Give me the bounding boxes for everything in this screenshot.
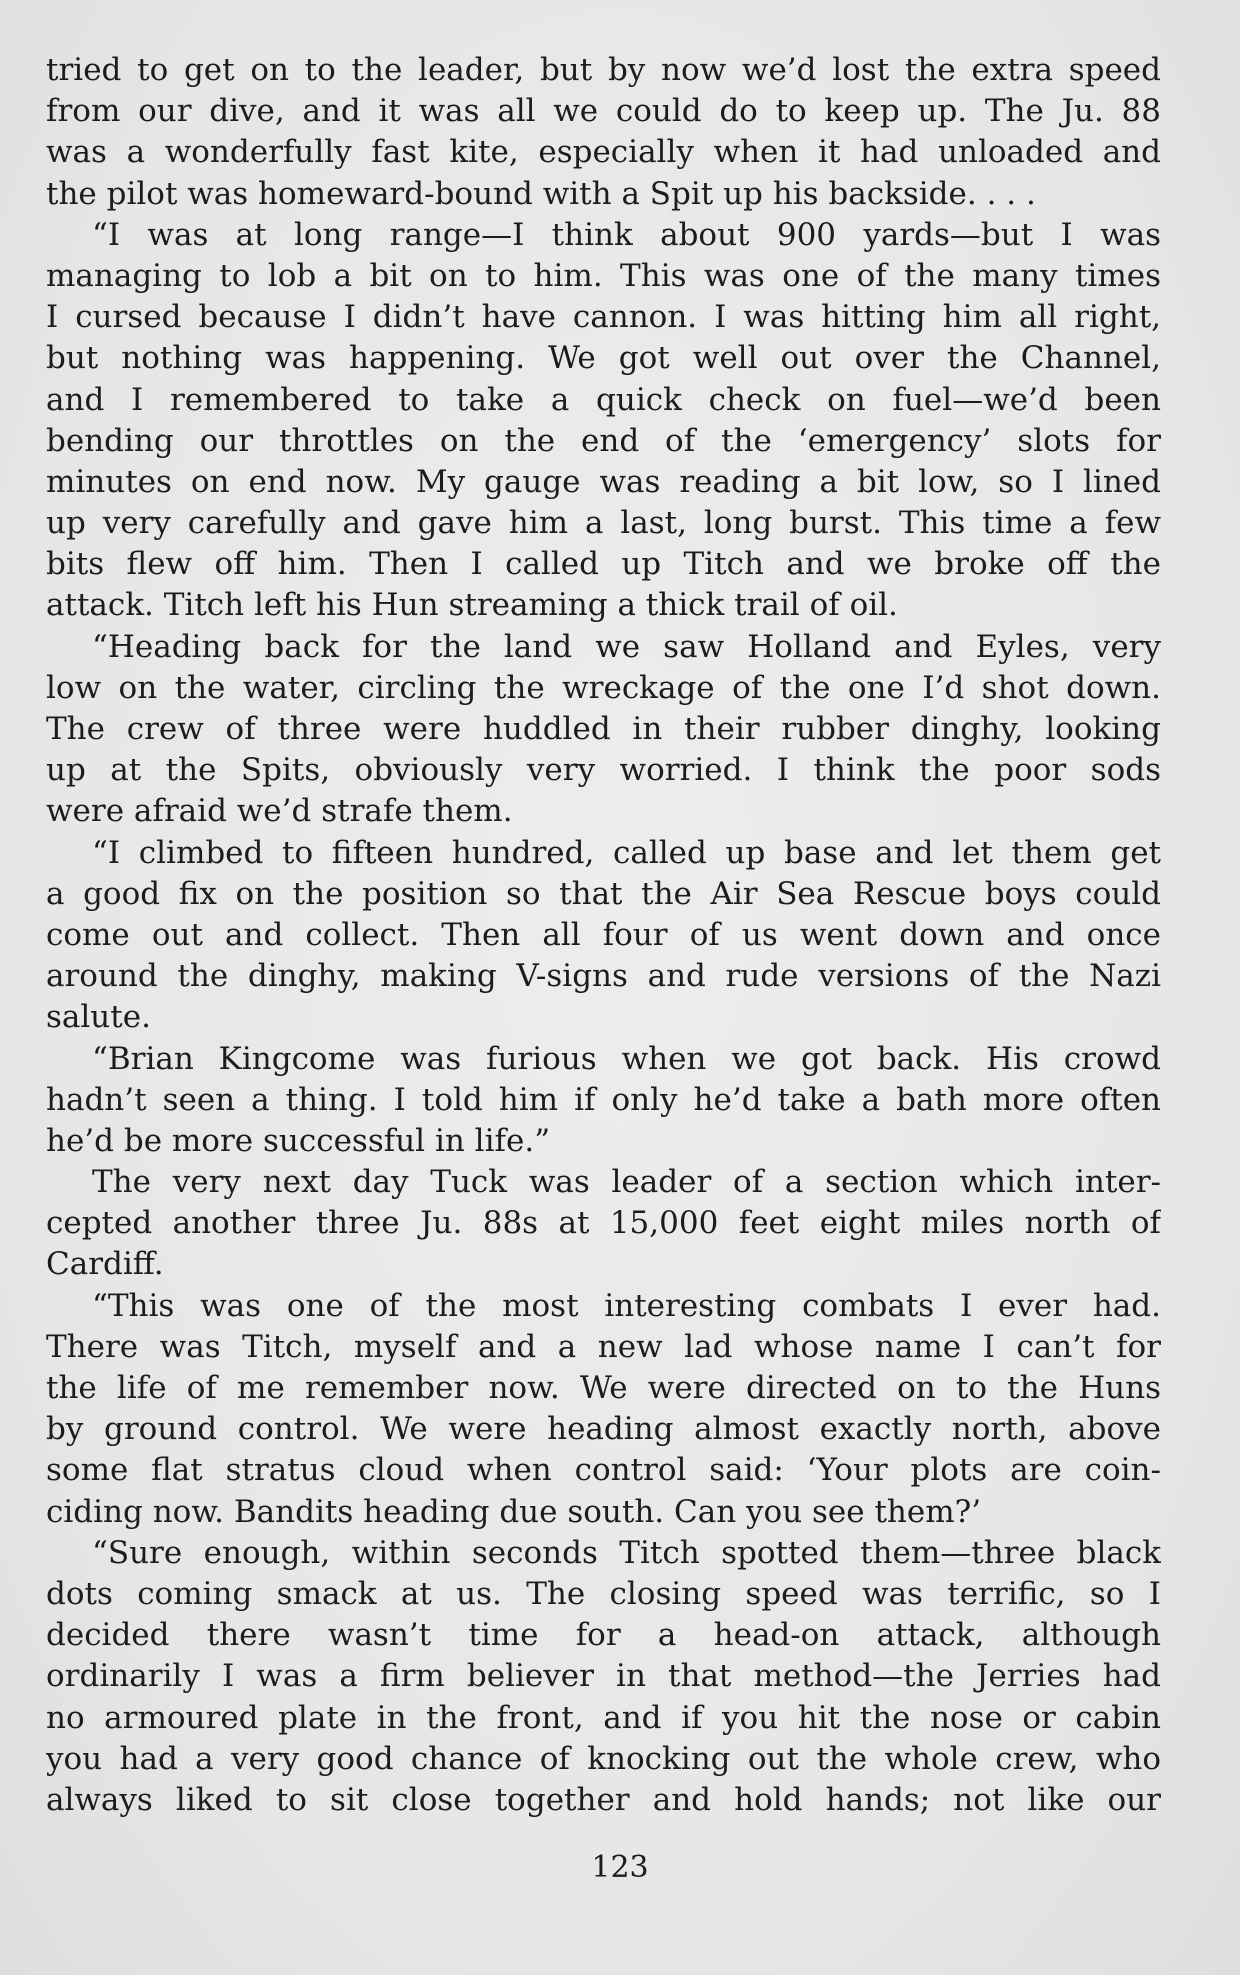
text-line: The crew of three were huddled in their rubber dinghy, looking [46, 711, 1161, 747]
text-line: was a wonderfully fast kite, especially when it had unloaded and [46, 134, 1161, 171]
text-line: salute. [46, 999, 151, 1036]
text-line: “I was at long range—I think about 900 yards—but I was [92, 216, 1161, 253]
body-text [46, 50, 1161, 1821]
text-line: always liked to sit close together and hold hands; not like our [46, 1781, 1161, 1818]
text-line: decided there wasn’t time for a head-on attack, although [46, 1617, 1161, 1654]
text-line: he’d be more successful in life.” [46, 1122, 551, 1159]
text-line: ciding now. Bandits heading due south. Can you see them?’ [46, 1493, 982, 1530]
text-line: up at the Spits, obviously very worried. I think the poor sods [46, 752, 1161, 789]
text-line: were afraid we’d strafe them. [46, 793, 513, 830]
text-line: a good fix on the position so that the Air Sea Rescue boys could [46, 875, 1161, 912]
text-line: There was Titch, myself and a new lad whose name I can’t for [46, 1328, 1161, 1365]
text-line: bits flew off him. Then I called up Titch and we broke off the [46, 546, 1161, 583]
text-line: cepted another three Ju. 88s at 15,000 feet eight miles north of [46, 1205, 1161, 1242]
text-line: “Brian Kingcome was furious when we got back. His crowd [92, 1040, 1161, 1077]
text-line: The very next day Tuck was leader of a section which inter- [92, 1164, 1161, 1201]
text-line: no armoured plate in the front, and if you hit the nose or cabin [46, 1699, 1161, 1736]
text-line: “I climbed to fifteen hundred, called up base and let them get [92, 834, 1161, 871]
text-line: low on the water, circling the wreckage of the one I’d shot down. [46, 669, 1161, 706]
text-line: dots coming smack at us. The closing speed was terrific, so I [46, 1575, 1161, 1612]
text-line: around the dinghy, making V-signs and rude versions of the Nazi [46, 958, 1161, 995]
text-line: bending our throttles on the end of the ‘emergency’ slots for [46, 422, 1161, 459]
text-line: hadn’t seen a thing. I told him if only he’d take a bath more often [46, 1081, 1161, 1118]
text-line: the life of me remember now. We were directed on to the Huns [46, 1370, 1161, 1406]
text-line: minutes on end now. My gauge was reading a bit low, so I lined [46, 463, 1161, 500]
text-line: “Sure enough, within seconds Titch spotted them—three black [92, 1534, 1161, 1571]
text-line: the pilot was homeward-bound with a Spit up his backside. . . . [46, 175, 1036, 212]
text-line: and I remembered to take a quick check on fuel—we’d been [46, 381, 1161, 418]
text-line: up very carefully and gave him a last, long burst. This time a few [46, 505, 1161, 542]
text-line: some flat stratus cloud when control said: ‘Your plots are coin- [46, 1452, 1161, 1489]
text-line: “Heading back for the land we saw Holland and Eyles, very [92, 628, 1161, 665]
text-line: you had a very good chance of knocking out the whole crew, who [46, 1740, 1161, 1777]
text-line: Cardiff. [46, 1246, 164, 1283]
text-line: managing to lob a bit on to him. This was one of the many times [46, 257, 1161, 294]
text-line: from our dive, and it was all we could do to keep up. The Ju. 88 [46, 93, 1161, 130]
text-line: I cursed because I didn’t have cannon. I was hitting him all right, [46, 299, 1161, 336]
text-line: come out and collect. Then all four of us went down and once [46, 916, 1161, 953]
text-line: “This was one of the most interesting combats I ever had. [92, 1287, 1161, 1324]
page-number: 123 [591, 1850, 649, 1885]
text-line: ordinarily I was a firm believer in that method—the Jerries had [46, 1658, 1161, 1695]
text-line: but nothing was happening. We got well out over the Channel, [46, 340, 1161, 377]
text-line: attack. Titch left his Hun streaming a thick trail of oil. [46, 587, 898, 624]
text-line: by ground control. We were heading almost exactly north, above [46, 1411, 1161, 1448]
text-line: tried to get on to the leader, but by now we’d lost the extra speed [46, 52, 1161, 88]
